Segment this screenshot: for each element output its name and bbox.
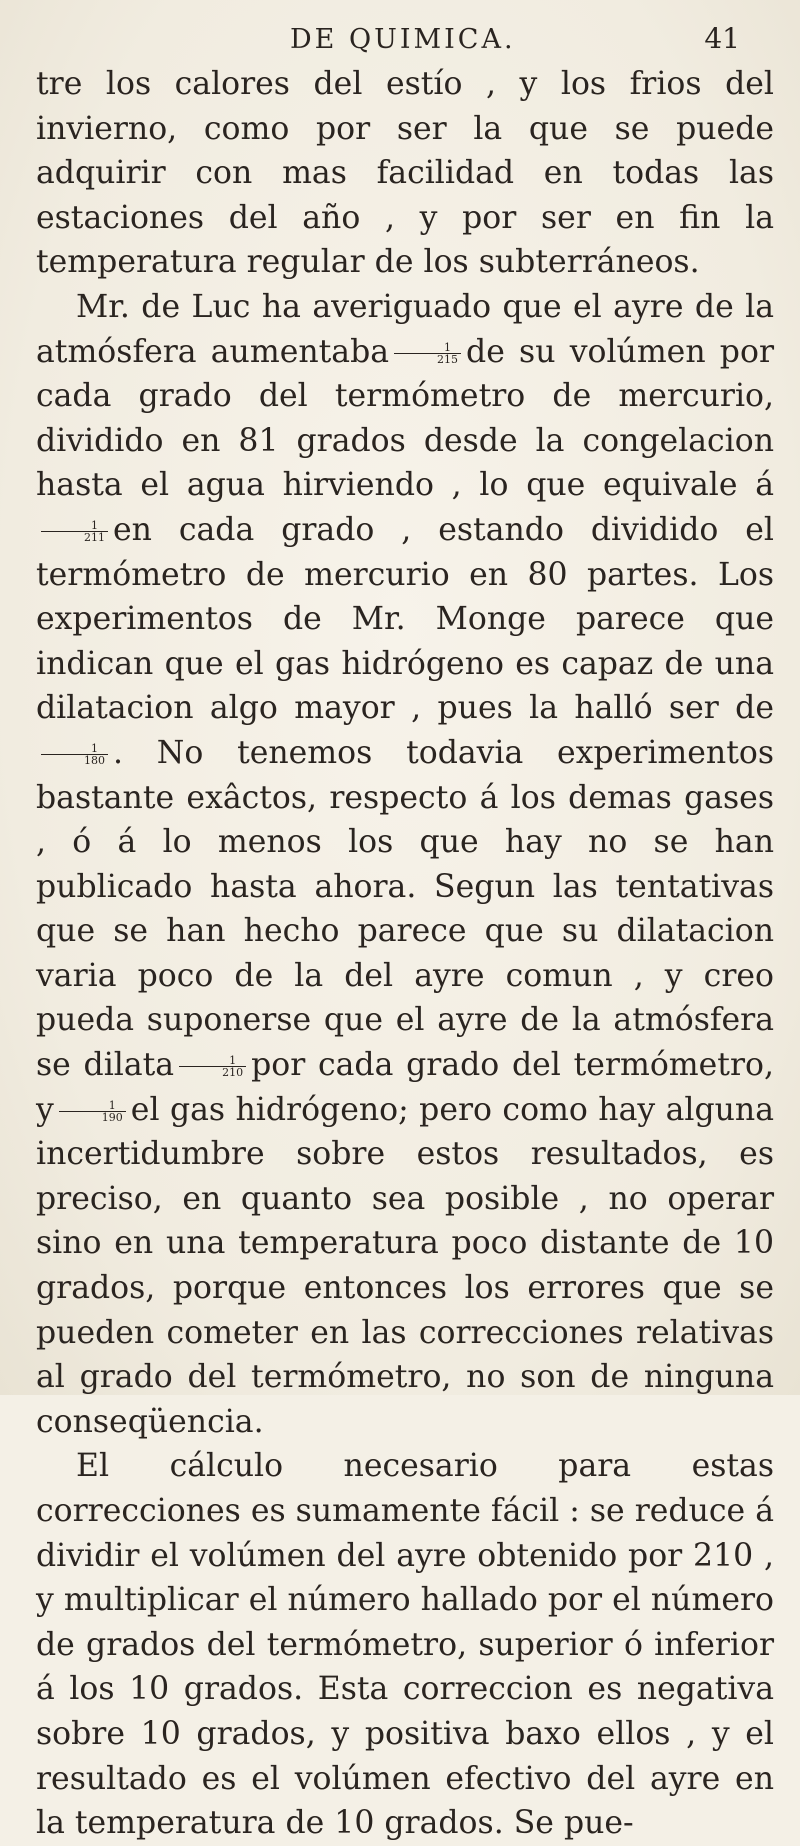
paragraph-2-part-d: . No tenemos todavia experimentos bastante exâctos, respecto á los demas gases , ó á lo menos los que hay no se han publicado hasta ahora. Segun las tentativas que se han hecho parece que su dilatacion varia poco de la del ayre comun , y creo pueda suponerse que el ayre de la atmósfera se dilata <box>36 734 774 1084</box>
paragraph-2-part-f: el gas hidrógeno; pero como hay alguna incertidumbre sobre estos resultados, es preciso, en quanto sea posible , no operar sino en una temperatura poco distante de 10 grados, porque entonces los errores que se pueden cometer en las correcciones relativas al grado del termómetro, no son de ninguna conseqüencia. <box>36 1091 774 1440</box>
paragraph-1: tre los calores del estío , y los frios del invierno, como por ser la que se puede adquirir con mas facilidad en todas las estaciones del año , y por ser en fin la temperatura regular de los subterráneos. <box>36 66 774 281</box>
body-text <box>36 62 774 1846</box>
paragraph-2-part-a: Mr. de Luc ha averiguado que el ayre de la atmósfera aumentaba <box>36 288 774 370</box>
paragraph-3: El cálculo necesario para estas correcciones es sumamente fácil : se reduce á dividir el volúmen del ayre obtenido por 210 , y multiplicar el número hallado por el número de grados del termómetro, superior ó inferior á los 10 grados. Esta correccion es negativa sobre 10 grados, y positiva baxo ellos , y el resultado es el volúmen efectivo del ayre en la temperatura de 10 grados. Se pue- <box>36 1448 774 1842</box>
fraction-1-211: $\frac{1}{211}$ <box>41 520 108 543</box>
paragraph-2-part-c: en cada grado , estando dividido el termómetro de mercurio en 80 partes. Los experimentos de Mr. Monge parece que indican que el gas hidrógeno es capaz de una dilatacion algo mayor , pues la halló ser de <box>36 511 774 727</box>
paragraph-2-part-e: por cada grado del termómetro, y <box>36 1047 774 1128</box>
page-number: 41 <box>704 22 740 55</box>
paragraph-2-part-b: de su volúmen por cada grado del termómetro de mercurio, dividido en 81 grados desde la congelacion hasta el agua hirviendo , lo que equivale á <box>36 333 774 504</box>
paragraph-2 <box>36 285 774 1444</box>
running-head: DE QUIMICA. <box>290 24 516 55</box>
page-header <box>90 20 740 60</box>
fraction-1-190: $\frac{1}{190}$ <box>59 1100 126 1123</box>
fraction-1-180: $\frac{1}{180}$ <box>41 743 108 766</box>
fraction-1-210: $\frac{1}{210}$ <box>179 1055 246 1078</box>
fraction-1-215: $\frac{1}{215}$ <box>394 342 461 365</box>
